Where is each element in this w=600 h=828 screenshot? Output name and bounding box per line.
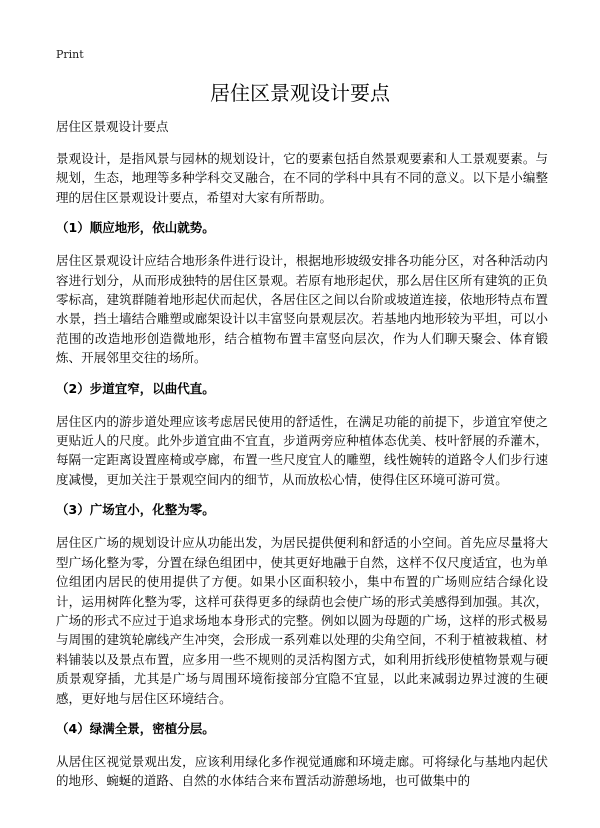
section-heading-4: （4）绿满全景，密植分层。 bbox=[56, 720, 215, 736]
section-body-1: 居住区景观设计应结合地形条件进行设计，根据地形坡级安排各功能分区，对各种活动内容进行划分，从而形成独特的居住区景观。若原有地形起伏，那么居住区所有建筑的正负零标高，建筑群随着地形起伏而起伏，各居住区之间以台阶或坡道连接，依地形特点布置水景，挡土墙结合雕塑或廊架设计以丰富竖向景观层次。若基地内地形较为平坦，可以小范围的改造地形创造微地形，结合植物布置丰富竖向层次，作为人们聊天聚会、体育锻炼、开展邻里交往的场所。 bbox=[56, 253, 548, 366]
article-body bbox=[56, 118, 548, 803]
article-subtitle: 居住区景观设计要点 bbox=[56, 119, 169, 134]
print-link[interactable]: Print bbox=[56, 48, 84, 61]
section-heading-1: （1）顺应地形，依山就势。 bbox=[56, 220, 215, 236]
section-body-2: 居住区内的游步道处理应该考虑居民使用的舒适性，在满足功能的前提下，步道宜窄使之更贴近人的尺度。此外步道宜曲不宜直，步道两旁应种植体态优美、枝叶舒展的乔灌木，每隔一定距离设置座椅或亭廊，布置一些尺度宜人的雕塑，线性婉转的道路令人们步行速度减慢，更加关注于景观空间内的细节，从而放松心情，使得住区环境可游可赏。 bbox=[56, 413, 548, 487]
section-heading-3: （3）广场宜小，化整为零。 bbox=[56, 502, 215, 518]
section-body-4: 从居住区视觉景观出发，应该利用绿化多作视觉通廊和环境走廊。可将绿化与基地内起伏的地形、蜿蜒的道路、自然的水体结合来布置活动游憩场地，也可做集中的 bbox=[56, 753, 548, 789]
intro-paragraph: 景观设计，是指风景与园林的规划设计，它的要素包括自然景观要素和人工景观要素。与规划，生态，地理等多种学科交叉融合，在不同的学科中具有不同的意义。以下是小编整理的居住区景观设计要点，希望对大家有所帮助。 bbox=[56, 151, 548, 205]
section-body-3: 居住区广场的规划设计应从功能出发，为居民提供便利和舒适的小空间。首先应尽量将大型广场化整为零，分置在绿色组团中，使其更好地融于自然，这样不仅尺度适宜，也为单位组团内居民的使用提供了方便。如果小区面积较小，集中布置的广场则应结合绿化设计，运用树阵化整为零，这样可获得更多的绿荫也会使广场的形式美感得到加强。其次，广场的形式不应过于追求场地本身形式的完整。例如以圆为母题的广场，这样的形式极易与周围的建筑轮廓线产生冲突，会形成一系列难以处理的尖角空间，不利于植被栽植、材料铺装以及景点布置，应多用一些不规则的灵活构图方式，如利用折线形使植物景观与硬质景观穿插，尤其是广场与周围环境衔接部分宜隐不宜显，以此来减弱边界过渡的生硬感，更好地与居住区环境结合。 bbox=[56, 535, 548, 706]
page-title: 居住区景观设计要点 bbox=[210, 81, 390, 105]
section-heading-2: （2）步道宜窄，以曲代直。 bbox=[56, 380, 215, 396]
